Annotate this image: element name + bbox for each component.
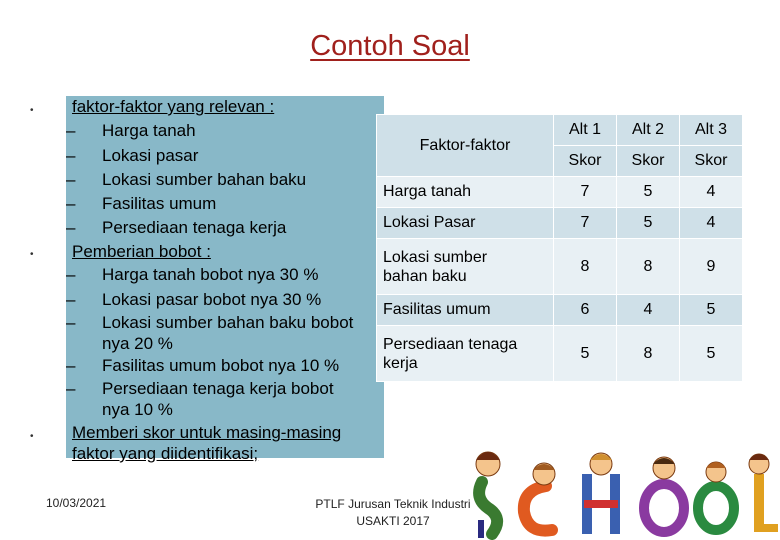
sub-item: – xyxy=(66,170,76,189)
sub-item: – xyxy=(66,379,76,398)
bullet-2: Pemberian bobot : xyxy=(72,242,211,261)
footer-date: 10/03/2021 xyxy=(46,496,107,510)
sub-item: – xyxy=(66,265,76,284)
factor-name: Harga tanah xyxy=(377,177,554,208)
header-skor: Skor xyxy=(680,146,743,177)
score-cell: 7 xyxy=(554,177,617,208)
table-row xyxy=(377,239,743,295)
score-cell: 4 xyxy=(680,177,743,208)
table-row xyxy=(377,295,743,326)
sub-item-text: Lokasi pasar xyxy=(102,146,199,165)
sub-item: – xyxy=(66,356,76,375)
table-row xyxy=(377,208,743,239)
score-table xyxy=(376,114,743,382)
sub-item: – xyxy=(66,313,76,332)
sub-item-text: Persediaan tenaga kerja xyxy=(102,218,287,237)
score-cell: 6 xyxy=(554,295,617,326)
score-cell: 5 xyxy=(680,326,743,382)
sub-item-text: Fasilitas umum bobot nya 10 % xyxy=(102,356,340,375)
factor-name: Persediaan tenaga kerja xyxy=(377,326,554,382)
factor-name: Lokasi sumber bahan baku xyxy=(377,239,554,295)
sub-item: – xyxy=(66,121,76,140)
score-cell: 5 xyxy=(617,208,680,239)
header-alt: Alt 1 xyxy=(554,115,617,146)
header-alt: Alt 3 xyxy=(680,115,743,146)
score-cell: 4 xyxy=(680,208,743,239)
sub-item-text: Harga tanah xyxy=(102,121,196,140)
bullet-3-cont: faktor yang diidentifikasi; xyxy=(72,444,259,463)
sub-item-text: Harga tanah bobot nya 30 % xyxy=(102,265,319,284)
score-cell: 5 xyxy=(617,177,680,208)
score-cell: 5 xyxy=(680,295,743,326)
header-factor: Faktor-faktor xyxy=(377,115,554,177)
sub-item-text: Persediaan tenaga kerja bobot xyxy=(102,379,334,398)
header-skor: Skor xyxy=(554,146,617,177)
sub-item-text: Lokasi sumber bahan baku xyxy=(102,170,307,189)
score-cell: 8 xyxy=(554,239,617,295)
sub-item: – xyxy=(66,194,76,213)
sub-item-text: Lokasi pasar bobot nya 30 % xyxy=(102,290,322,309)
table-row xyxy=(377,326,743,382)
bullet-dot: • xyxy=(30,249,34,260)
score-cell: 4 xyxy=(617,295,680,326)
school-kids-clipart-icon xyxy=(464,438,780,540)
table-row xyxy=(377,177,743,208)
header-skor: Skor xyxy=(617,146,680,177)
sub-item: – xyxy=(66,146,76,165)
sub-item-text-cont: nya 10 % xyxy=(102,400,173,419)
sub-item-text: Lokasi sumber bahan baku bobot xyxy=(102,313,354,332)
sub-item-text: Fasilitas umum xyxy=(102,194,217,213)
bullet-dot: • xyxy=(30,105,34,116)
score-cell: 9 xyxy=(680,239,743,295)
score-cell: 8 xyxy=(617,326,680,382)
sub-item-text-cont: nya 20 % xyxy=(102,334,173,353)
footer-org: PTLF Jurusan Teknik Industri USAKTI 2017 xyxy=(315,497,471,528)
sub-item: – xyxy=(66,218,76,237)
bullet-1: faktor-faktor yang relevan : xyxy=(72,97,275,116)
score-cell: 8 xyxy=(617,239,680,295)
factor-name: Lokasi Pasar xyxy=(377,208,554,239)
page-title: Contoh Soal xyxy=(310,30,470,62)
bullet-dot: • xyxy=(30,431,34,442)
header-alt: Alt 2 xyxy=(617,115,680,146)
sub-item: – xyxy=(66,290,76,309)
score-cell: 5 xyxy=(554,326,617,382)
bullet-3: Memberi skor untuk masing-masing xyxy=(72,423,342,442)
score-cell: 7 xyxy=(554,208,617,239)
factor-name: Fasilitas umum xyxy=(377,295,554,326)
